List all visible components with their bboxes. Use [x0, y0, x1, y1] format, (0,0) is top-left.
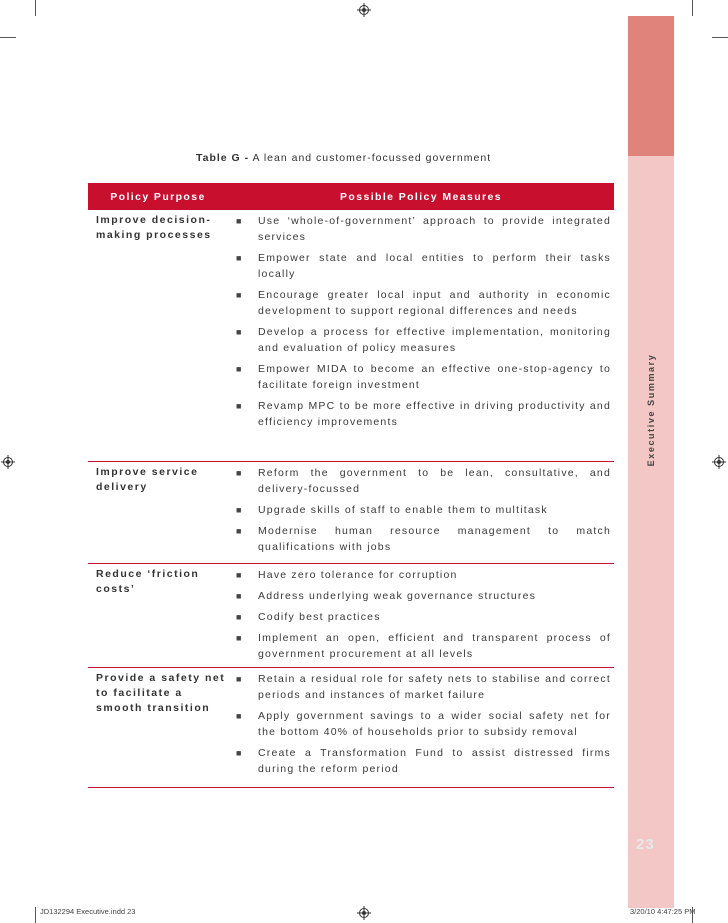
list-item: ■ Apply government savings to a wider social safety net for the bottom 40% of households prior to subsidy removal [230, 708, 614, 740]
crop-mark [692, 0, 693, 16]
table-title-text: A lean and customer-focussed government [252, 152, 492, 164]
square-bullet-icon: ■ [236, 327, 243, 337]
list-item: ■ Upgrade skills of staff to enable them to multitask [230, 502, 614, 518]
list-item: ■ Address underlying weak governance structures [230, 588, 614, 604]
header-policy-measures: Possible Policy Measures [340, 190, 502, 203]
square-bullet-icon: ■ [236, 253, 243, 263]
square-bullet-icon: ■ [236, 401, 243, 411]
square-bullet-icon: ■ [236, 526, 243, 536]
registration-mark-icon [357, 3, 371, 17]
list-item: ■ Empower state and local entities to perform their tasks locally [230, 250, 614, 282]
slug-date: 3/20/10 4:47:25 PM [630, 907, 696, 916]
list-item: ■ Have zero tolerance for corruption [230, 567, 614, 583]
square-bullet-icon: ■ [236, 674, 243, 684]
registration-mark-icon [1, 455, 15, 469]
list-item: ■ Encourage greater local input and authority in economic development to support regional differences and needs [230, 287, 614, 319]
list-item: ■ Implement an open, efficient and transparent process of government procurement at all levels [230, 630, 614, 662]
list-item: ■ Modernise human resource management to match qualifications with jobs [230, 523, 614, 555]
table-row [88, 668, 614, 788]
square-bullet-icon: ■ [236, 591, 243, 601]
policy-table [88, 183, 614, 788]
list-item: ■ Reform the government to be lean, consultative, and delivery-focussed [230, 465, 614, 497]
table-title [196, 152, 491, 164]
registration-mark-icon [357, 906, 371, 920]
list-item: ■ Revamp MPC to be more effective in driving productivity and efficiency improvements [230, 398, 614, 430]
table-header [88, 183, 614, 210]
table-row [88, 564, 614, 668]
list-item: ■ Use ‘whole-of-government’ approach to provide integrated services [230, 213, 614, 245]
list-item: ■ Create a Transformation Fund to assist distressed firms during the reform period [230, 745, 614, 777]
table-row [88, 210, 614, 462]
list-item: ■ Empower MIDA to become an effective one-stop-agency to facilitate foreign investment [230, 361, 614, 393]
slug-file: JD132294 Executive.indd 23 [40, 907, 136, 916]
side-tab-light [628, 16, 674, 156]
crop-mark [35, 0, 36, 16]
policy-purpose: Reduce ‘friction costs’ [96, 568, 200, 595]
list-item: ■ Develop a process for effective implementation, monitoring and evaluation of policy measures [230, 324, 614, 356]
policy-measures [230, 465, 614, 560]
policy-measures [230, 213, 614, 458]
page-number: 23 [636, 836, 655, 853]
table-title-label: Table G - [196, 152, 250, 164]
list-item: ■ Retain a residual role for safety nets to stabilise and correct periods and instances of market failure [230, 671, 614, 703]
policy-purpose: Improve decision-making processes [96, 214, 212, 241]
square-bullet-icon: ■ [236, 612, 243, 622]
section-side-label: Executive Summary [646, 353, 656, 467]
square-bullet-icon: ■ [236, 468, 243, 478]
registration-mark-icon [712, 455, 726, 469]
square-bullet-icon: ■ [236, 748, 243, 758]
square-bullet-icon: ■ [236, 570, 243, 580]
header-policy-purpose: Policy Purpose [110, 190, 206, 203]
square-bullet-icon: ■ [236, 711, 243, 721]
list-item: ■ Codify best practices [230, 609, 614, 625]
side-tab [628, 156, 674, 908]
square-bullet-icon: ■ [236, 290, 243, 300]
crop-mark [712, 37, 728, 38]
crop-mark [35, 907, 36, 923]
crop-mark [0, 37, 16, 38]
policy-measures [230, 567, 614, 664]
square-bullet-icon: ■ [236, 364, 243, 374]
policy-purpose: Provide a safety net to facilitate a smooth transition [96, 672, 226, 714]
square-bullet-icon: ■ [236, 633, 243, 643]
policy-measures [230, 671, 614, 784]
square-bullet-icon: ■ [236, 505, 243, 515]
table-row [88, 462, 614, 564]
policy-purpose: Improve service delivery [96, 466, 199, 493]
square-bullet-icon: ■ [236, 216, 243, 226]
